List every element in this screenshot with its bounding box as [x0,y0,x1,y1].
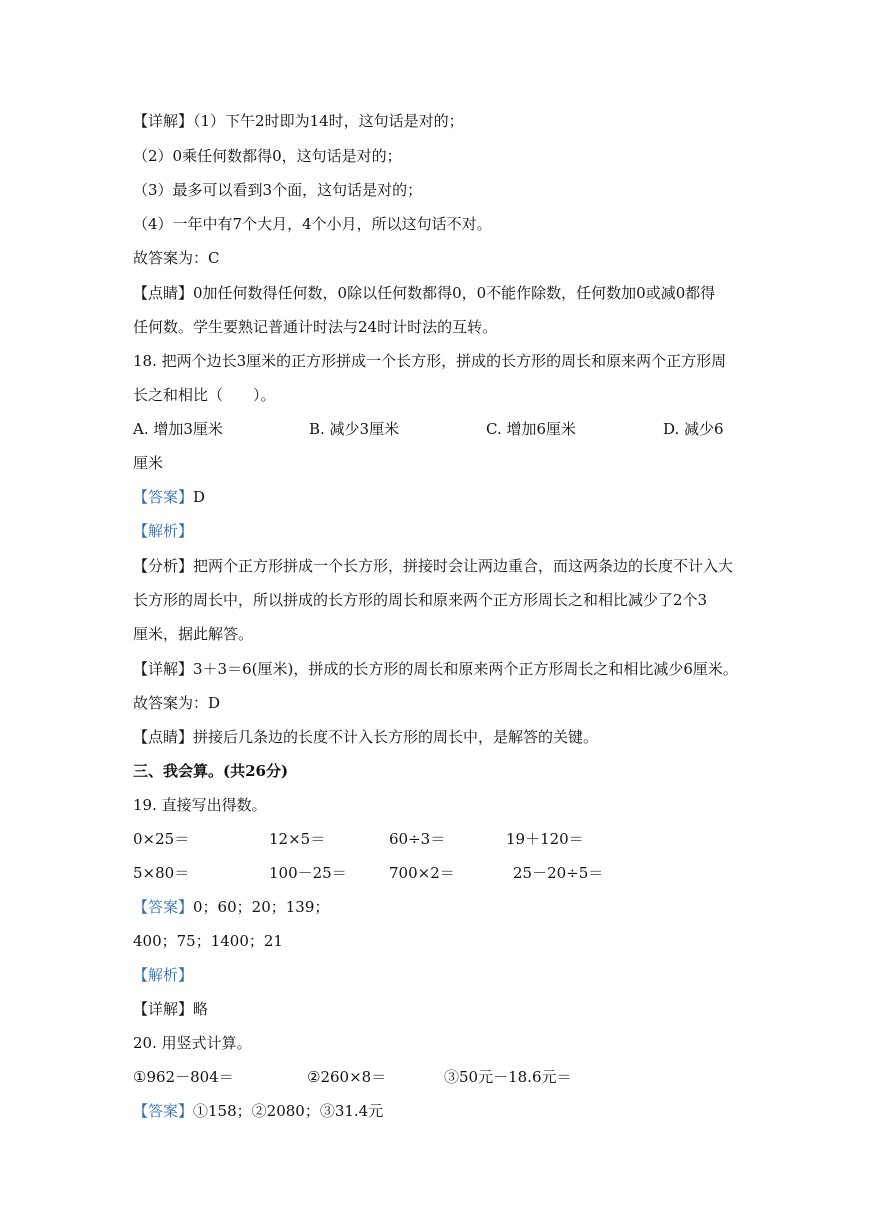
q18-analysis-1: 【分析】把两个正方形拼成一个长方形，拼接时会让两边重合，而这两条边的长度不计入大 [133,557,734,575]
q17-detail-3: （3）最多可以看到3个面，这句话是对的； [133,181,423,199]
q18-answer-line: 故答案为：D [133,694,221,712]
q17-detail-4: （4）一年中有7个大月，4个小月，所以这句话不对。 [133,215,492,233]
q18-option-d: D. 减少6 [663,420,724,438]
q17-comment-2: 任何数。学生要熟记普通计时法与24时计时法的互转。 [133,318,498,336]
q20-stem: 20. 用竖式计算。 [133,1034,252,1052]
q20-item: ①962－804＝ [133,1068,234,1086]
q19-item: 0×25＝ [133,830,190,848]
q18-analysis-tag: 【解析】 [133,522,194,540]
q19-item: 12×5＝ [269,830,326,848]
q19-item: 5×80＝ [133,864,190,882]
answer-value: ①158；②2080；③31.4元 [193,1102,384,1120]
q17-answer-line: 故答案为：C [133,249,220,267]
q18-stem-1: 18. 把两个边长3厘米的正方形拼成一个长方形，拼成的长方形的周长和原来两个正方形周 [133,352,727,370]
q18-analysis-2: 长方形的周长中，所以拼成的长方形的周长和原来两个正方形周长之和相比减少了2个3 [133,591,708,609]
answer-value: D [193,488,206,506]
q19-item: 100－25＝ [269,864,347,882]
q18-option-b: B. 减少3厘米 [309,420,400,438]
q19-answer [133,897,329,917]
answer-tag: 【答案】 [133,898,194,916]
q17-detail-1: 【详解】（1）下午2时即为14时，这句话是对的； [133,112,464,130]
q19-item: 60÷3＝ [389,830,446,848]
q17-detail-2: （2）0乘任何数都得0，这句话是对的； [133,147,402,165]
q18-option-a: A. 增加3厘米 [133,420,223,438]
answer-tag: 【答案】 [133,1102,194,1120]
q20-answer [133,1101,383,1121]
q19-item: 19＋120＝ [506,830,584,848]
section-3-title: 三、我会算。(共26分) [133,762,289,780]
q19-detail: 【详解】略 [133,1000,209,1018]
q18-analysis-3: 厘米，据此解答。 [133,625,254,643]
q20-item: ②260×8＝ [307,1068,387,1086]
answer-value: 0；60；20；139； [193,898,330,916]
q18-stem-2: 长之和相比（ ）。 [133,386,276,404]
q18-option-c: C. 增加6厘米 [486,420,577,438]
q20-item: ③50元－18.6元＝ [444,1068,572,1086]
q18-option-wrap: 厘米 [133,454,164,472]
q19-analysis-tag: 【解析】 [133,966,194,984]
q18-detail: 【详解】3＋3＝6(厘米)，拼成的长方形的周长和原来两个正方形周长之和相比减少6厘米。 [133,660,738,678]
answer-tag: 【答案】 [133,488,194,506]
q18-comment: 【点睛】拼接后几条边的长度不计入长方形的周长中，是解答的关键。 [133,728,599,746]
q19-item: 25－20÷5＝ [513,864,604,882]
q19-item: 700×2＝ [389,864,455,882]
q19-stem: 19. 直接写出得数。 [133,796,267,814]
q19-answer-2: 400；75；1400；21 [133,932,283,950]
q18-answer [133,487,205,507]
q17-comment-1: 【点睛】0加任何数得任何数，0除以任何数都得0，0不能作除数，任何数加0或减0都得 [133,284,716,302]
